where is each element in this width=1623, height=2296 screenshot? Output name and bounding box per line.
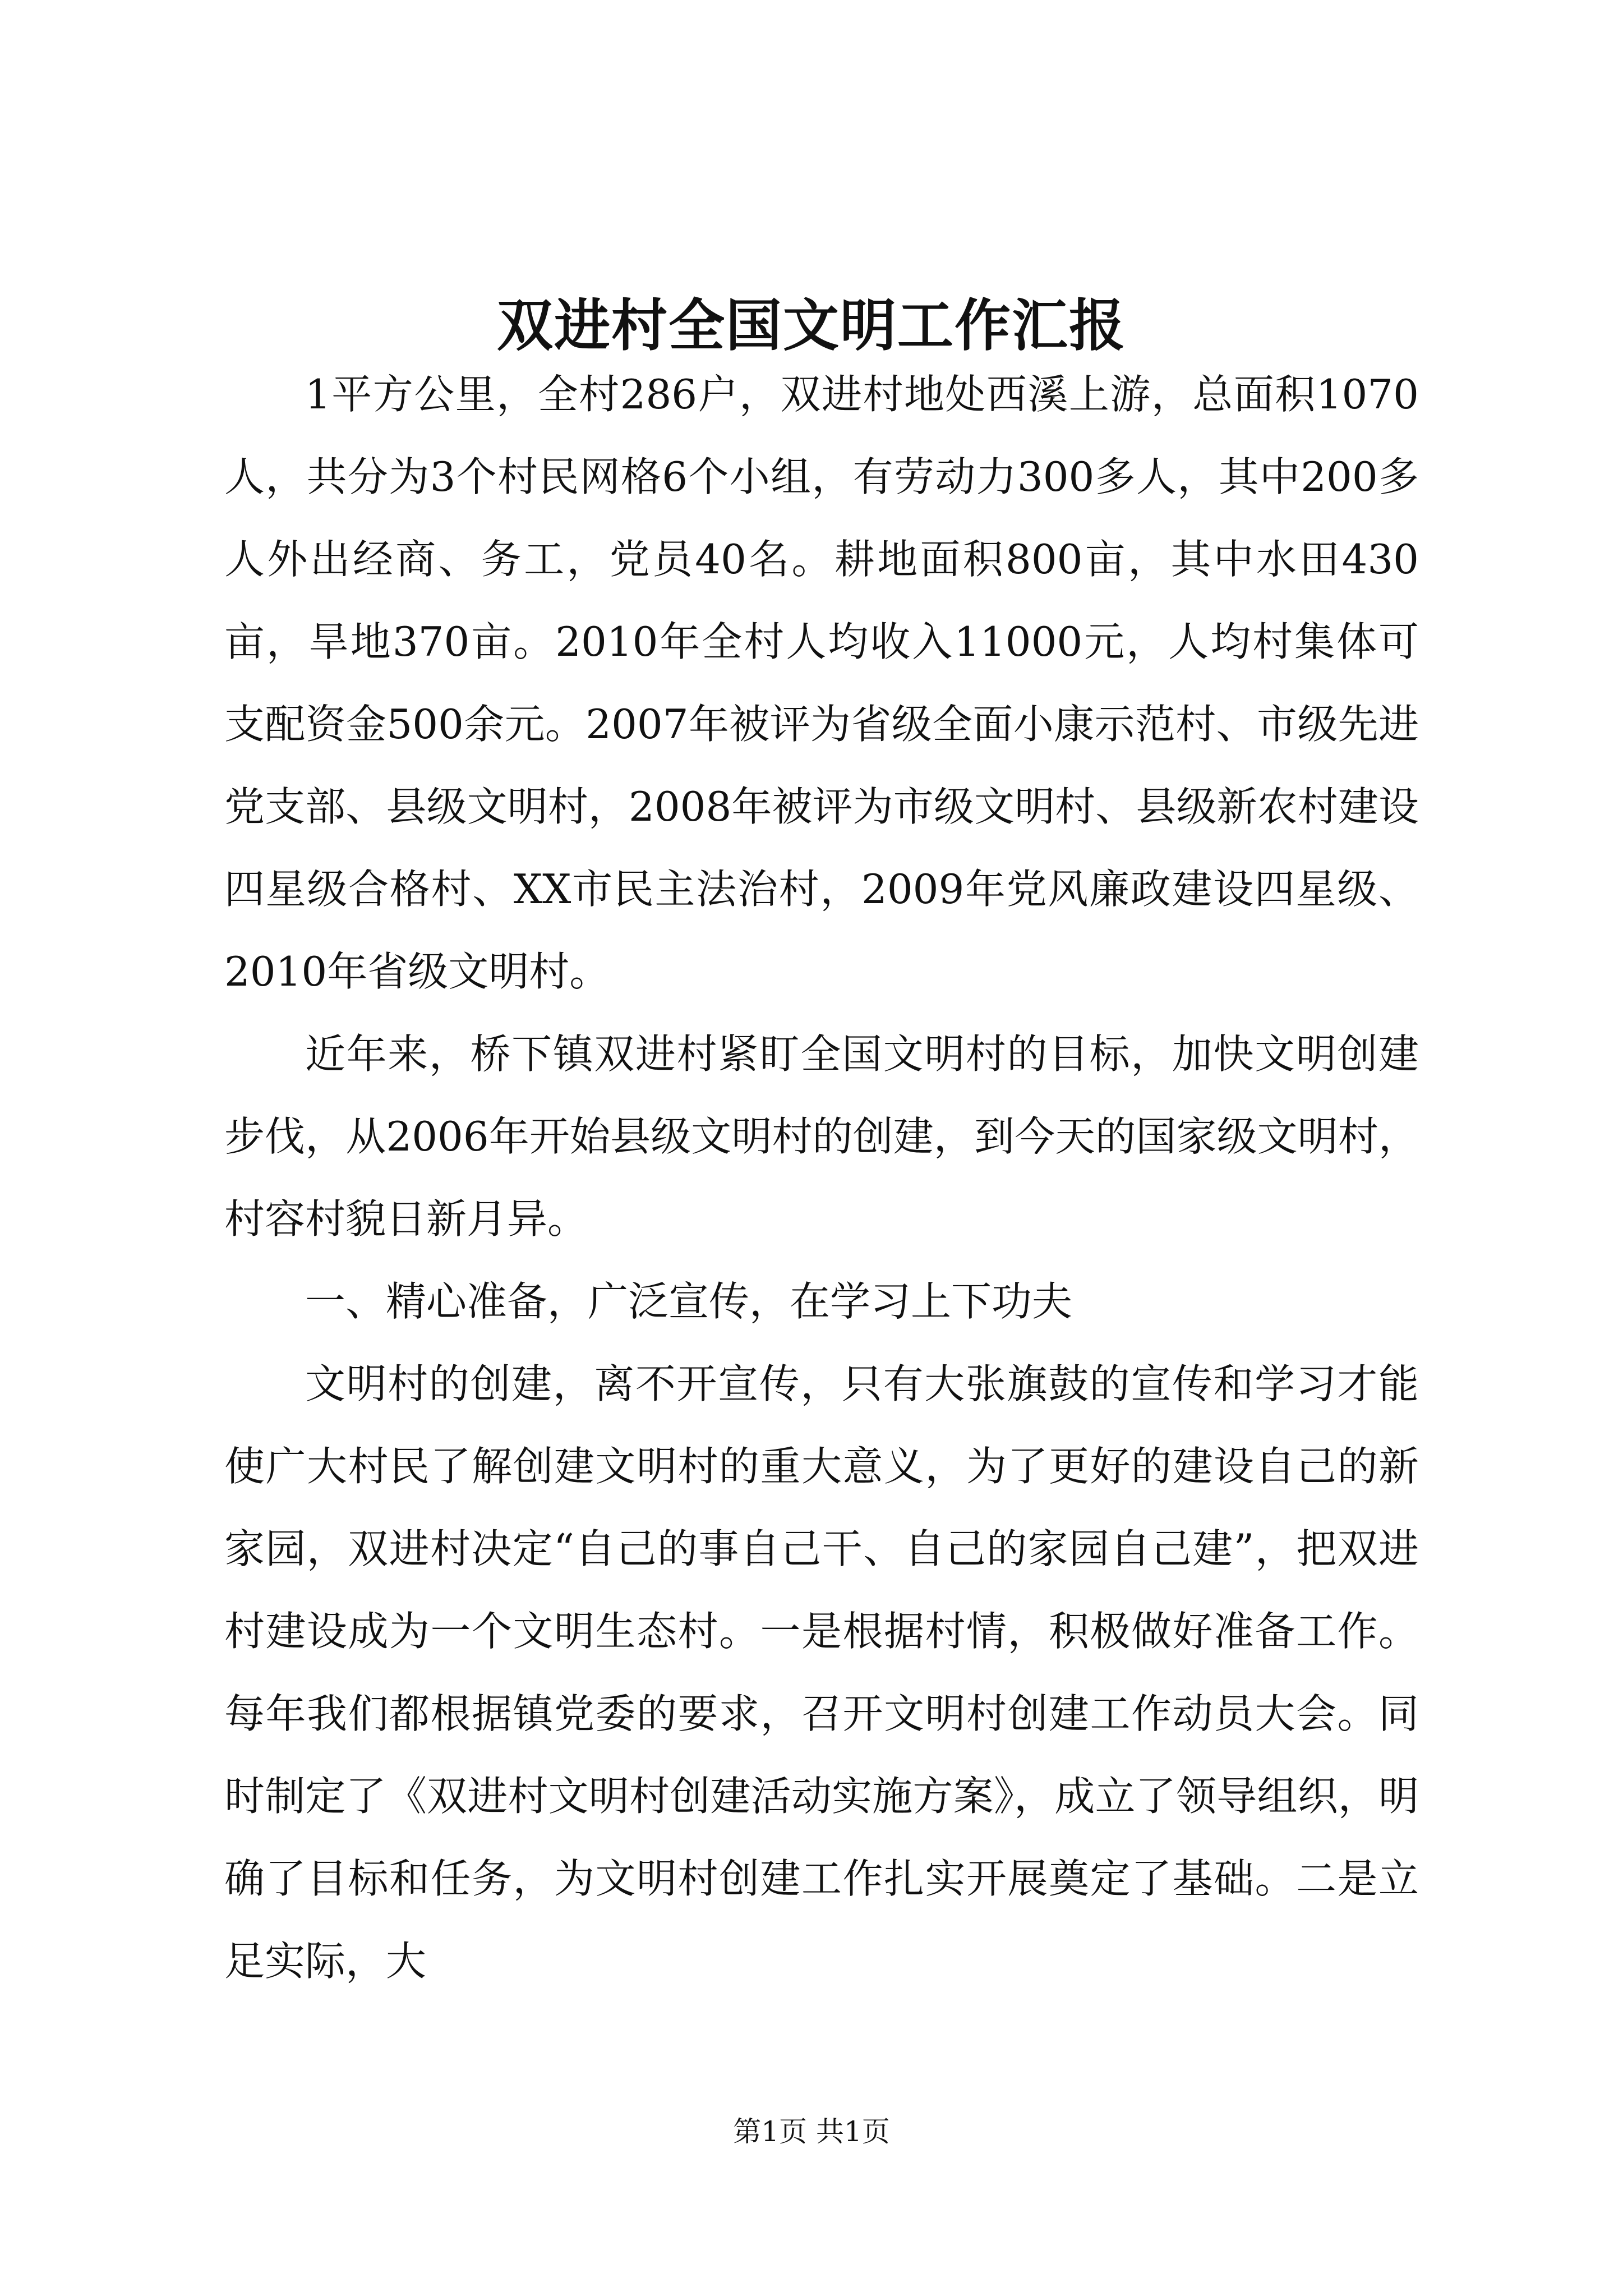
section-heading-1: 一、精心准备，广泛宣传，在学习上下功夫 (305, 1278, 1073, 1325)
document-body (224, 353, 1419, 2003)
paragraph-overview: 1平方公里，全村286户，双进村地处西溪上游，总面积1070人，共分为3个村民网格6个小组，有劳动力300多人，其中200多人外出经商、务工，党员40名。耕地面积800亩，其中水田430亩，旱地370亩。2010年全村人均收入11000元，人均村集体可支配资金500余元。2007年被评为省级全面小康示范村、市级先进党支部、县级文明村，2008年被评为市级文明村、县级新农村建设四星级合格村、XX市民主法治村，2009年党风廉政建设四星级、2010年省级文明村。 (224, 371, 1419, 995)
document-title: 双进村全国文明工作汇报 (497, 292, 1126, 358)
paragraph-intro: 近年来，桥下镇双进村紧盯全国文明村的目标，加快文明创建步伐，从2006年开始县级文明村的创建，到今天的国家级文明村，村容村貌日新月异。 (224, 1030, 1419, 1243)
page-footer: 第1页 共1页 (733, 2115, 890, 2148)
paragraph-section-1: 文明村的创建，离不开宣传，只有大张旗鼓的宣传和学习才能使广大村民了解创建文明村的重大意义，为了更好的建设自己的新家园，双进村决定“自己的事自己干、自己的家园自己建”，把双进村建设成为一个文明生态村。一是根据村情，积极做好准备工作。每年我们都根据镇党委的要求，召开文明村创建工作动员大会。同时制定了《双进村文明村创建活动实施方案》，成立了领导组织，明确了目标和任务，为文明村创建工作扎实开展奠定了基础。二是立足实际，大 (224, 1360, 1419, 1985)
